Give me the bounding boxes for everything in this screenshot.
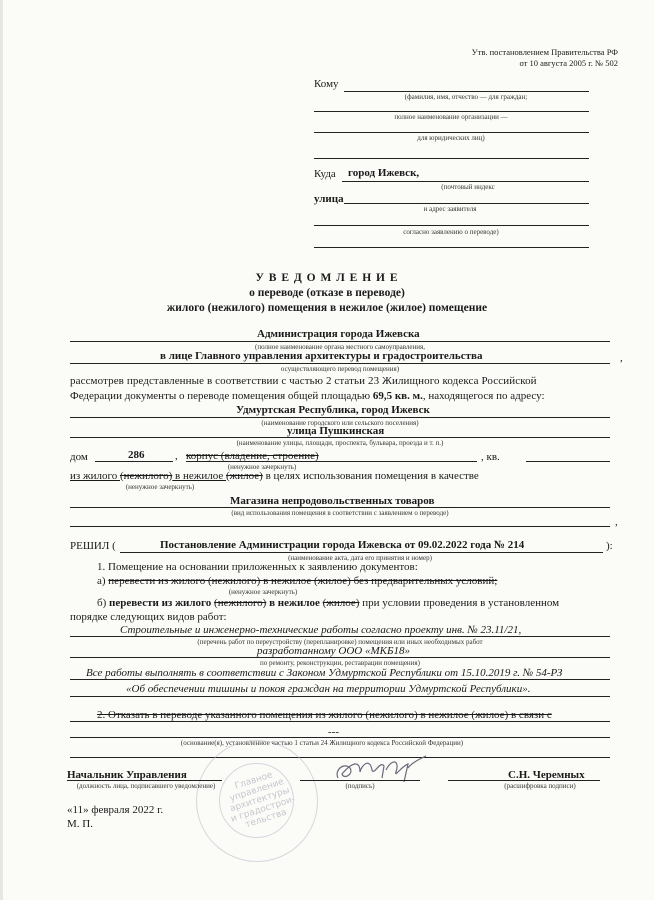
address-line-2	[314, 225, 589, 226]
from-c: в целях использования помещения в качестве	[262, 470, 479, 482]
caption-fio: (фамилия, имя, отчество — для граждан;	[404, 93, 528, 101]
street-value-line	[70, 437, 610, 438]
address-line-3	[314, 247, 589, 248]
position-line	[67, 780, 222, 781]
para1-line2-a: Федерации документы о переводе помещения общей площадью	[70, 390, 373, 402]
para1-line2	[70, 390, 545, 402]
para1-line2-b: , находящегося по адресу:	[422, 390, 545, 402]
grounds-dashes: ---	[328, 726, 339, 738]
item-1a-struck: перевести из жилого (нежилого) в нежилое (жилое) без предварительных условий;	[108, 575, 498, 587]
caption-consent: согласно заявлению о переводе)	[403, 228, 499, 236]
conversion-line	[70, 470, 479, 482]
seal-place: М. П.	[67, 818, 93, 830]
sign-line	[300, 780, 420, 781]
korpus-line	[186, 461, 477, 462]
signer-name: С.Н. Черемных	[508, 769, 585, 781]
caption-org: полное наименование организации —	[394, 113, 508, 121]
house-line	[95, 461, 173, 462]
caption-position: (должность лица, подписавшего уведомление)	[76, 782, 216, 790]
decision-line	[120, 552, 603, 553]
para1-line1: рассмотрев представленные в соответствии с частью 2 статьи 23 Жилищного кодекса Российской	[70, 375, 537, 387]
region-line	[70, 417, 610, 418]
item-1b	[97, 597, 559, 609]
street-label: улица	[314, 193, 344, 205]
item-1a	[97, 575, 497, 587]
item-1b-line2: порядке следующих видов работ:	[70, 611, 227, 623]
where-label: Куда	[314, 168, 336, 180]
authority-name: Администрация города Ижевска	[257, 328, 420, 340]
from-a: из жилого	[70, 470, 120, 482]
from-struck-2: (жилое)	[225, 470, 263, 482]
caption-unneeded-2: (ненужное зачеркнуть)	[125, 483, 195, 491]
authority-line	[70, 341, 610, 342]
caption-works: (перечень работ по переустройству (перепланировке) помещения или иных необходимых работ	[197, 638, 483, 646]
doc-title: У В Е Д О М Л Е Н И Е	[255, 272, 399, 284]
caption-legal: для юридических лиц)	[417, 134, 485, 142]
item-1b-a: перевести из жилого	[109, 597, 215, 609]
doc-subtitle-2: жилого (нежилого) помещения в нежилое (жилое) помещение	[166, 302, 488, 314]
house-label: дом	[70, 451, 88, 463]
authority-dept: в лице Главного управления архитектуры и градостроительства	[160, 350, 483, 362]
purpose-value: Магазина непродовольственных товаров	[230, 495, 435, 507]
approval-line-1: Утв. постановлением Правительства РФ	[471, 47, 618, 57]
kv-label: , кв.	[481, 451, 500, 463]
to-line	[344, 91, 589, 92]
caption-unneeded-3: (ненужное зачеркнуть)	[228, 588, 298, 596]
decision-label: РЕШИЛ (	[70, 540, 116, 552]
caption-postal: (почтовый индекс	[441, 183, 495, 191]
korpus-struck: корпус (владение, строение)	[186, 450, 319, 462]
works-line-1	[70, 636, 610, 637]
street-line	[344, 203, 589, 204]
area-unit: кв. м.	[392, 390, 423, 402]
where-value: город Ижевск,	[348, 167, 420, 179]
purpose-line-2	[70, 526, 610, 527]
item-1b-struck: (нежилого)	[214, 597, 267, 609]
decision-act: Постановление Администрации города Ижевска от 09.02.2022 года № 214	[160, 539, 525, 551]
dept-line	[70, 363, 610, 364]
works-line-2	[70, 657, 610, 658]
works-2: разработанному ООО «МКБ18»	[257, 645, 410, 657]
name-line	[448, 780, 600, 781]
caption-act: (наименование акта, дата его принятия и номер)	[288, 554, 432, 562]
from-struck: (нежилого)	[119, 470, 173, 482]
works-4: «Об обеспечении тишины и покоя граждан на территории Удмуртской Республики».	[126, 683, 531, 695]
item-1b-struck-2: (жилое)	[322, 597, 360, 609]
item-1b-c: при условии проведения в установленном	[359, 597, 560, 609]
page-edge	[0, 0, 3, 900]
works-line-3	[70, 679, 610, 680]
doc-subtitle-1: о переводе (отказе в переводе)	[249, 287, 405, 299]
caption-authority: (полное наименование органа местного самоуправления,	[255, 343, 425, 351]
area-value: 69,5	[372, 390, 393, 402]
street-value: улица Пушкинская	[287, 425, 385, 437]
where-line	[342, 181, 589, 182]
to-line-2	[314, 111, 589, 112]
to-label: Кому	[314, 78, 339, 90]
purpose-comma: ,	[615, 516, 618, 528]
caption-grounds: (основание(я), установленное частью 1 статьи 24 Жилищного кодекса Российской Федерации)	[180, 739, 464, 747]
caption-street: (наименование улицы, площади, проспекта, бульвара, проезда и т. п.)	[236, 439, 444, 447]
region-value: Удмуртская Республика, город Ижевск	[236, 404, 430, 416]
from-b: в нежилое	[172, 470, 226, 482]
purpose-line	[70, 507, 610, 508]
kv-line	[526, 461, 610, 462]
item-2-line	[70, 721, 610, 722]
caption-address: и адрес заявителя	[423, 205, 477, 213]
caption-region: (наименование городского или сельского поселения)	[261, 419, 419, 427]
stamp-text: Главное управление архитектуры и градострои- тельства	[228, 770, 297, 831]
item-1a-prefix: а)	[97, 575, 109, 587]
works-line-4	[70, 696, 610, 697]
official-stamp	[196, 740, 318, 862]
to-line-3	[314, 132, 589, 133]
grounds-line	[70, 737, 610, 738]
item-1b-prefix: б)	[97, 597, 110, 609]
dept-comma: ,	[620, 352, 623, 364]
to-line-4	[314, 158, 589, 159]
signer-position: Начальник Управления	[67, 769, 187, 781]
caption-unneeded-1: (ненужное зачеркнуть)	[227, 463, 297, 471]
caption-sign: (подпись)	[345, 782, 375, 790]
caption-works-2: по ремонту, реконструкции, реставрации помещения)	[260, 659, 420, 667]
decision-close: ):	[606, 540, 613, 552]
approval-note	[472, 47, 618, 69]
works-3: Все работы выполнять в соответствии с Законом Удмуртской Республики от 15.10.2019 г. № 54-РЗ	[86, 667, 563, 679]
caption-name: (расшифровка подписи)	[504, 782, 576, 790]
house-value: 286	[128, 449, 145, 461]
caption-dept: осуществляющего перевод помещения)	[280, 365, 400, 373]
house-comma: ,	[175, 450, 178, 462]
item-2-struck: 2. Отказать в переводе указанного помещения из жилого (нежилого) в нежилое (жилое) в связи с	[97, 709, 552, 721]
item-1: 1. Помещение на основании приложенных к заявлению документов:	[97, 561, 418, 573]
item-1b-b: в нежилое	[266, 597, 323, 609]
works-1: Строительные и инженерно-технические работы согласно проекту инв. № 23.11/21,	[120, 624, 522, 636]
signing-date: «11» февраля 2022 г.	[67, 804, 164, 816]
caption-purpose: (вид использования помещения в соответствии с заявлением о переводе)	[231, 509, 449, 517]
approval-line-2: от 10 августа 2005 г. № 502	[519, 58, 618, 68]
